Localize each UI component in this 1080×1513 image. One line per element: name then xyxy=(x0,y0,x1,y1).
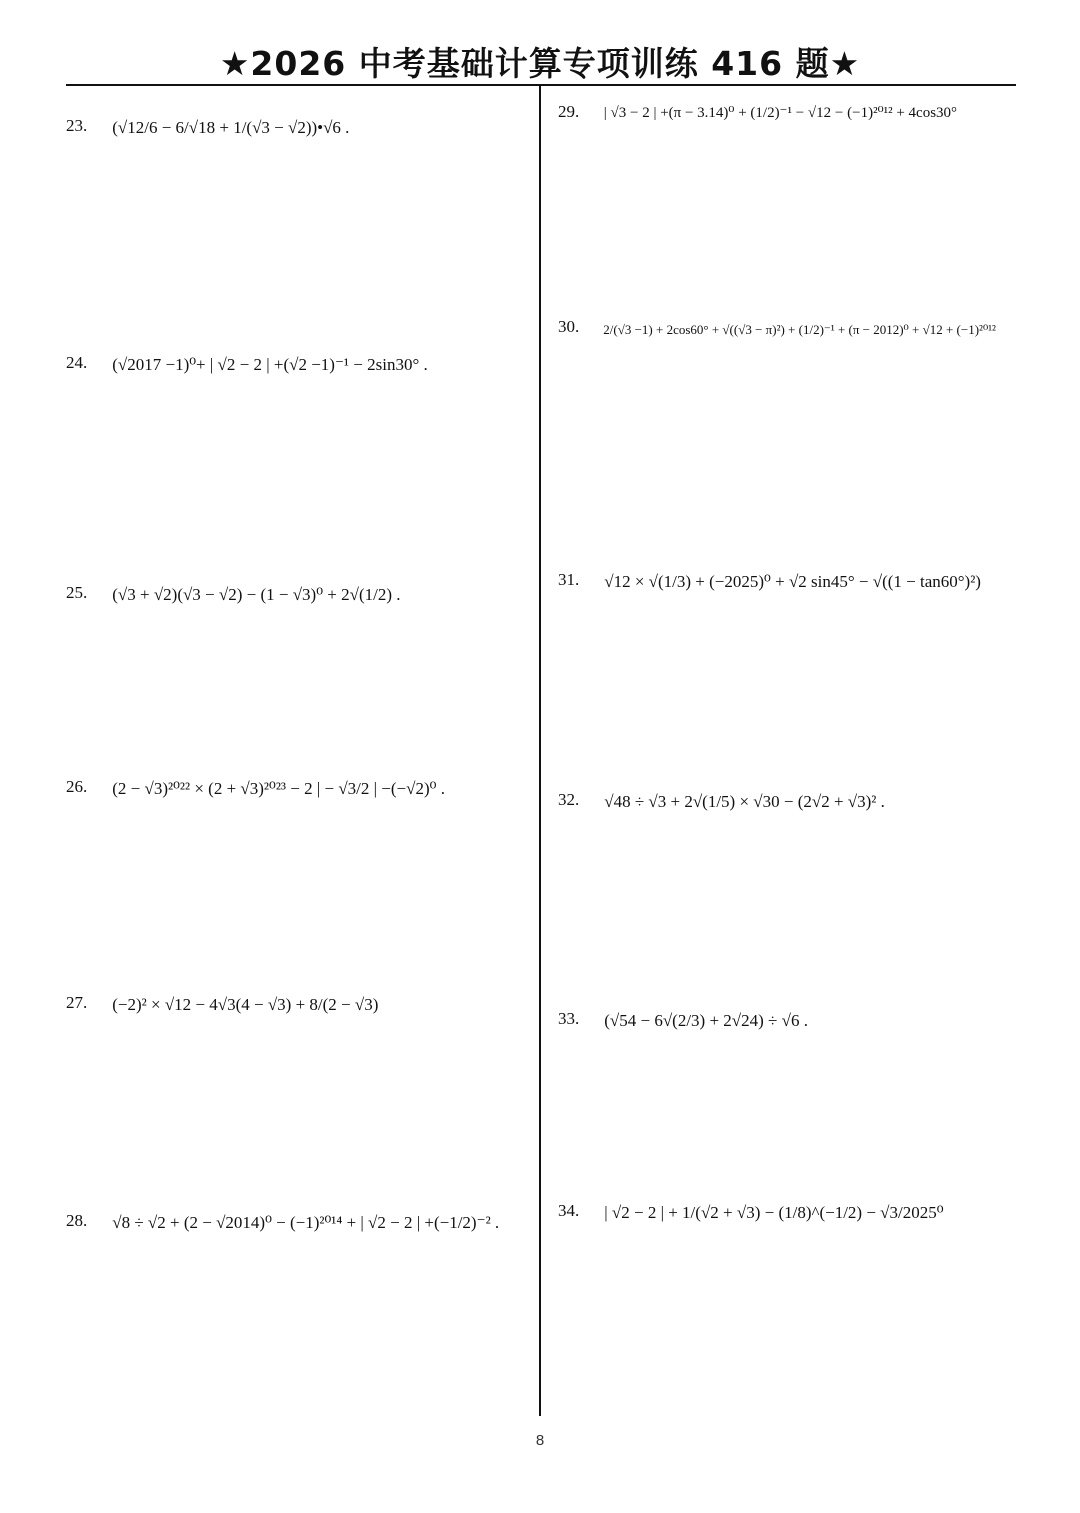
problem-expression: | √2 − 2 | + 1/(√2 + √3) − (1/8)^(−1/2) − √3/2025⁰ xyxy=(604,1202,944,1222)
column-divider xyxy=(539,86,541,1416)
header-rule xyxy=(66,84,1016,86)
problem-expression: (√2017 −1)⁰+ | √2 − 2 | +(√2 −1)⁻¹ − 2sin30° . xyxy=(112,354,428,374)
problem-expression: (√54 − 6√(2/3) + 2√24) ÷ √6 . xyxy=(604,1010,808,1030)
problem-number: 29. xyxy=(558,102,580,121)
problem-number: 34. xyxy=(558,1201,580,1220)
problem-number: 25. xyxy=(66,583,88,602)
problem-number: 24. xyxy=(66,353,88,372)
problem-24 xyxy=(66,354,428,373)
problem-32 xyxy=(558,791,885,810)
page-number: 8 xyxy=(535,1432,545,1449)
problem-30 xyxy=(558,318,996,336)
problem-expression: 2/(√3 −1) + 2cos60° + √((√3 − π)²) + (1/2)⁻¹ + (π − 2012)⁰ + √12 + (−1)²⁰¹² xyxy=(603,321,996,337)
problem-26 xyxy=(66,778,445,797)
problem-number: 27. xyxy=(66,993,88,1012)
problem-number: 28. xyxy=(66,1211,88,1230)
problem-expression: (−2)² × √12 − 4√3(4 − √3) + 8/(2 − √3) xyxy=(112,994,379,1014)
problem-number: 32. xyxy=(558,790,580,809)
problem-expression: | √3 − 2 | +(π − 3.14)⁰ + (1/2)⁻¹ − √12 − (−1)²⁰¹² + 4cos30° xyxy=(603,105,958,122)
problem-29 xyxy=(558,103,957,121)
problem-expression: (√3 + √2)(√3 − √2) − (1 − √3)⁰ + 2√(1/2) . xyxy=(112,584,401,604)
problem-28 xyxy=(66,1212,499,1231)
problem-expression: √12 × √(1/3) + (−2025)⁰ + √2 sin45° − √((1 − tan60°)²) xyxy=(604,571,981,591)
problem-number: 23. xyxy=(66,116,88,135)
problem-expression: (√12/6 − 6/√18 + 1/(√3 − √2))•√6 . xyxy=(112,117,350,137)
problem-27 xyxy=(66,994,378,1013)
problem-25 xyxy=(66,584,401,603)
problem-expression: (2 − √3)²⁰²² × (2 + √3)²⁰²³ − 2 | − √3/2 | −(−√2)⁰ . xyxy=(112,778,445,798)
problem-number: 26. xyxy=(66,777,88,796)
problem-33 xyxy=(558,1010,808,1029)
problem-23 xyxy=(66,117,349,136)
problem-expression: √8 ÷ √2 + (2 − √2014)⁰ − (−1)²⁰¹⁴ + | √2 − 2 | +(−1/2)⁻² . xyxy=(112,1212,500,1232)
problem-number: 31. xyxy=(558,570,580,589)
problem-34 xyxy=(558,1202,944,1221)
problem-number: 30. xyxy=(558,317,580,336)
problem-number: 33. xyxy=(558,1009,580,1028)
page-title: ★2026 中考基础计算专项训练 416 题★ xyxy=(219,44,861,83)
problem-expression: √48 ÷ √3 + 2√(1/5) × √30 − (2√2 + √3)² . xyxy=(604,791,885,811)
problem-31 xyxy=(558,571,981,590)
